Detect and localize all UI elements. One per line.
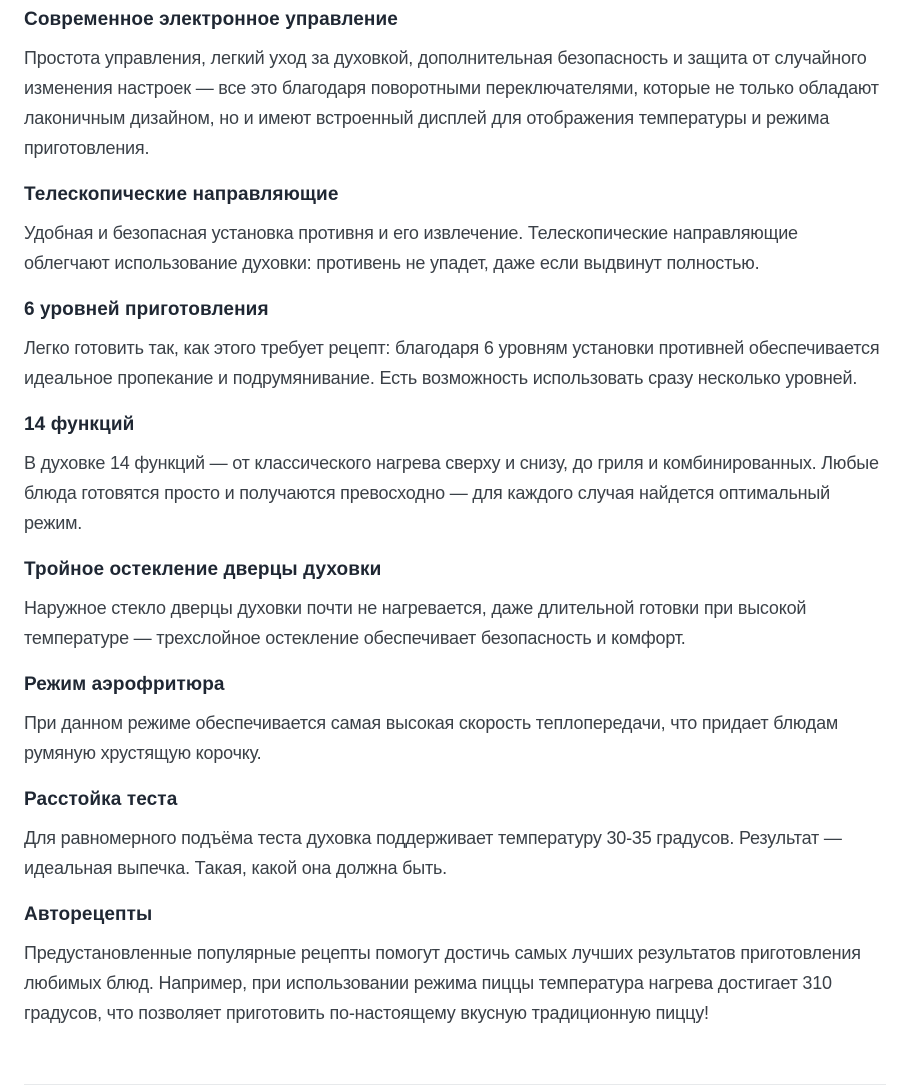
feature-heading: Режим аэрофритюра [24, 674, 225, 695]
feature-paragraph: Удобная и безопасная установка противня и его извлечение. Телескопические направляющие облегчают использование духовки: противень не упадет, даже если выдвинут полностью. [24, 223, 798, 273]
feature-paragraph: В духовке 14 функций — от классического нагрева сверху и снизу, до гриля и комбинированных. Любые блюда готовятся просто и получаются превосходно — для каждого случая найдется оптимальный режим. [24, 453, 879, 533]
feature-heading: Расстойка теста [24, 789, 178, 810]
feature-paragraph: Для равномерного подъёма теста духовка поддерживает температуру 30-35 градусов. Результат — идеальная выпечка. Такая, какой она должна быть. [24, 828, 842, 878]
feature-section-telescopic-rails [24, 182, 886, 278]
feature-paragraph: Предустановленные популярные рецепты помогут достичь самых лучших результатов приготовления любимых блюд. Например, при использовании режима пиццы температура нагрева достигает 310 градусов, что позволяет приготовить по-настоящему вкусную традиционную пиццу! [24, 943, 861, 1023]
feature-paragraph: Легко готовить так, как этого требует рецепт: благодаря 6 уровням установки противней обеспечивается идеальное пропекание и подрумянивание. Есть возможность использовать сразу несколько уровней. [24, 338, 880, 388]
feature-section-auto-recipes [24, 902, 886, 1028]
feature-section-triple-glazing [24, 557, 886, 653]
feature-heading: 14 функций [24, 414, 135, 435]
feature-paragraph: Простота управления, легкий уход за духовкой, дополнительная безопасность и защита от случайного изменения настроек — все это благодаря поворотными переключателями, которые не только обладают лаконичным дизайном, но и имеют встроенный дисплей для отображения температуры и режима приготовления. [24, 48, 879, 158]
feature-heading: Телескопические направляющие [24, 184, 339, 205]
feature-heading: 6 уровней приготовления [24, 299, 269, 320]
feature-section-dough-proofing [24, 787, 886, 883]
feature-section-airfryer-mode [24, 672, 886, 768]
feature-paragraph: При данном режиме обеспечивается самая высокая скорость теплопередачи, что придает блюдам румяную хрустящую корочку. [24, 713, 839, 763]
feature-heading: Современное электронное управление [24, 9, 398, 30]
feature-section-six-levels [24, 297, 886, 393]
feature-heading: Авторецепты [24, 904, 153, 925]
feature-heading: Тройное остекление дверцы духовки [24, 559, 382, 580]
feature-section-fourteen-functions [24, 412, 886, 538]
feature-section-electronic-control [24, 7, 886, 163]
feature-paragraph: Наружное стекло дверцы духовки почти не нагревается, даже длительной готовки при высокой температуре — трехслойное остекление обеспечивает безопасность и комфорт. [24, 598, 807, 648]
bottom-divider [24, 1084, 886, 1085]
product-features-description [24, 7, 886, 1085]
